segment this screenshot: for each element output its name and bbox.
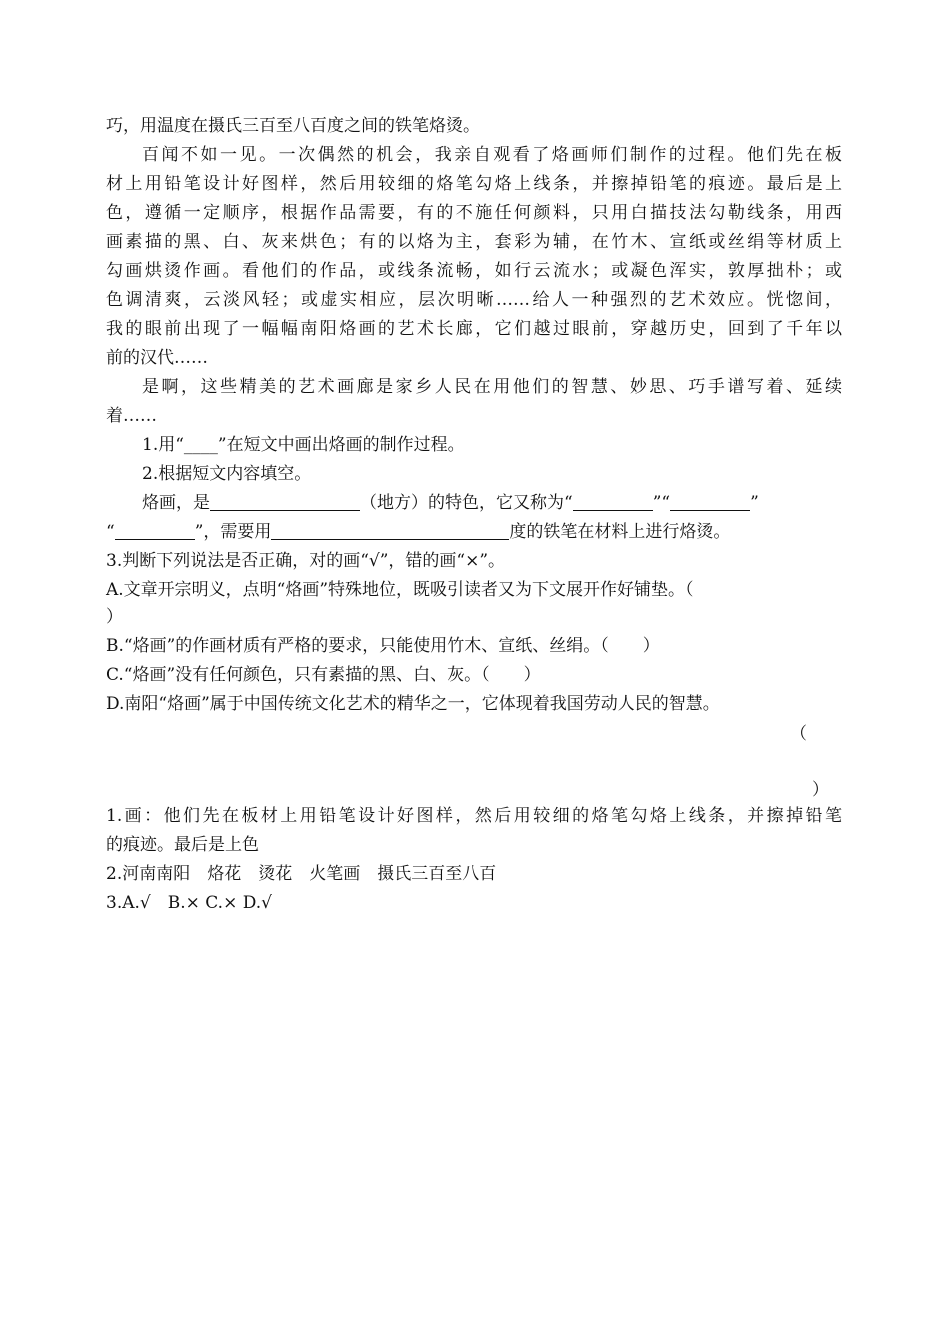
answer-2: 2.河南南阳 烙花 烫花 火笔画 摄氏三百至八百 <box>106 864 497 884</box>
question-3: 3.判断下列说法是否正确，对的画“√”，错的画“×”。 <box>106 551 506 571</box>
question-3a-close: ） <box>106 607 123 627</box>
fill-text: （地方）的特色，它又称为“ <box>360 493 573 513</box>
question-3c: C.“烙画”没有任何颜色，只有素描的黑、白、灰。（ ） <box>106 665 541 685</box>
answer-1-line: 1.画：他们先在板材上用铅笔设计好图样，然后用较细的烙笔勾烙上线条，并擦掉铅笔 <box>106 806 842 826</box>
passage-line: 画素描的黑、白、灰来烘色；有的以烙为主，套彩为辅，在竹木、宣纸或丝绢等材质上 <box>106 232 842 252</box>
question-3d: D.南阳“烙画”属于中国传统文化艺术的精华之一，它体现着我国劳动人民的智慧。 <box>106 694 720 714</box>
blank-name-1[interactable] <box>573 492 653 511</box>
question-2-fill-line-1 <box>142 489 759 517</box>
passage-line: 着…… <box>106 406 157 426</box>
passage-line: 巧，用温度在摄氏三百至八百度之间的铁笔烙烫。 <box>106 116 480 136</box>
fill-text: “ <box>106 522 115 542</box>
fill-text: 烙画，是 <box>142 493 210 513</box>
question-1: 1.用“____”在短文中画出烙画的制作过程。 <box>142 435 465 455</box>
passage-line: 色调清爽，云淡风轻；或虚实相应，层次明晰……给人一种强烈的艺术效应。恍惚间， <box>106 290 842 310</box>
passage-line: 是啊，这些精美的艺术画廊是家乡人民在用他们的智慧、妙思、巧手谱写着、延续 <box>142 377 842 397</box>
fill-text: “ <box>661 493 671 513</box>
blank-temperature[interactable] <box>271 521 509 540</box>
fill-text: ” <box>750 493 759 513</box>
fill-text: 度的铁笔在材料上进行烙烫。 <box>509 522 731 542</box>
passage-line: 材上用铅笔设计好图样，然后用较细的烙笔勾烙上线条，并擦掉铅笔的痕迹。最后是上 <box>106 174 842 194</box>
fill-text: ”，需要用 <box>194 522 272 542</box>
fill-text: ” <box>652 493 662 513</box>
question-3d-close: ） <box>812 780 829 800</box>
question-2-fill-line-2 <box>106 518 730 546</box>
answer-1-line: 的痕迹。最后是上色 <box>106 835 259 855</box>
passage-line: 前的汉代…… <box>106 348 208 368</box>
blank-name-2[interactable] <box>670 492 750 511</box>
passage-line: 色，遵循一定顺序，根据作品需要，有的不施任何颜料，只用白描技法勾勒线条，用西 <box>106 203 842 223</box>
blank-name-3[interactable] <box>115 521 195 540</box>
question-2: 2.根据短文内容填空。 <box>142 464 312 484</box>
passage-line: 百闻不如一见。一次偶然的机会，我亲自观看了烙画师们制作的过程。他们先在板 <box>142 145 842 165</box>
answer-3: 3.A.√ B.× C.× D.√ <box>106 893 272 913</box>
passage-line: 勾画烘烫作画。看他们的作品，或线条流畅，如行云流水；或凝色浑实，敦厚拙朴；或 <box>106 261 842 281</box>
question-3a: A.文章开宗明义，点明“烙画”特殊地位，既吸引读者又为下文展开作好铺垫。（ <box>106 580 694 600</box>
question-3d-open: （ <box>790 724 807 744</box>
passage-line: 我的眼前出现了一幅幅南阳烙画的艺术长廊，它们越过眼前，穿越历史，回到了千年以 <box>106 319 842 339</box>
question-3b: B.“烙画”的作画材质有严格的要求，只能使用竹木、宣纸、丝绢。（ ） <box>106 636 660 656</box>
blank-place[interactable] <box>210 492 360 511</box>
